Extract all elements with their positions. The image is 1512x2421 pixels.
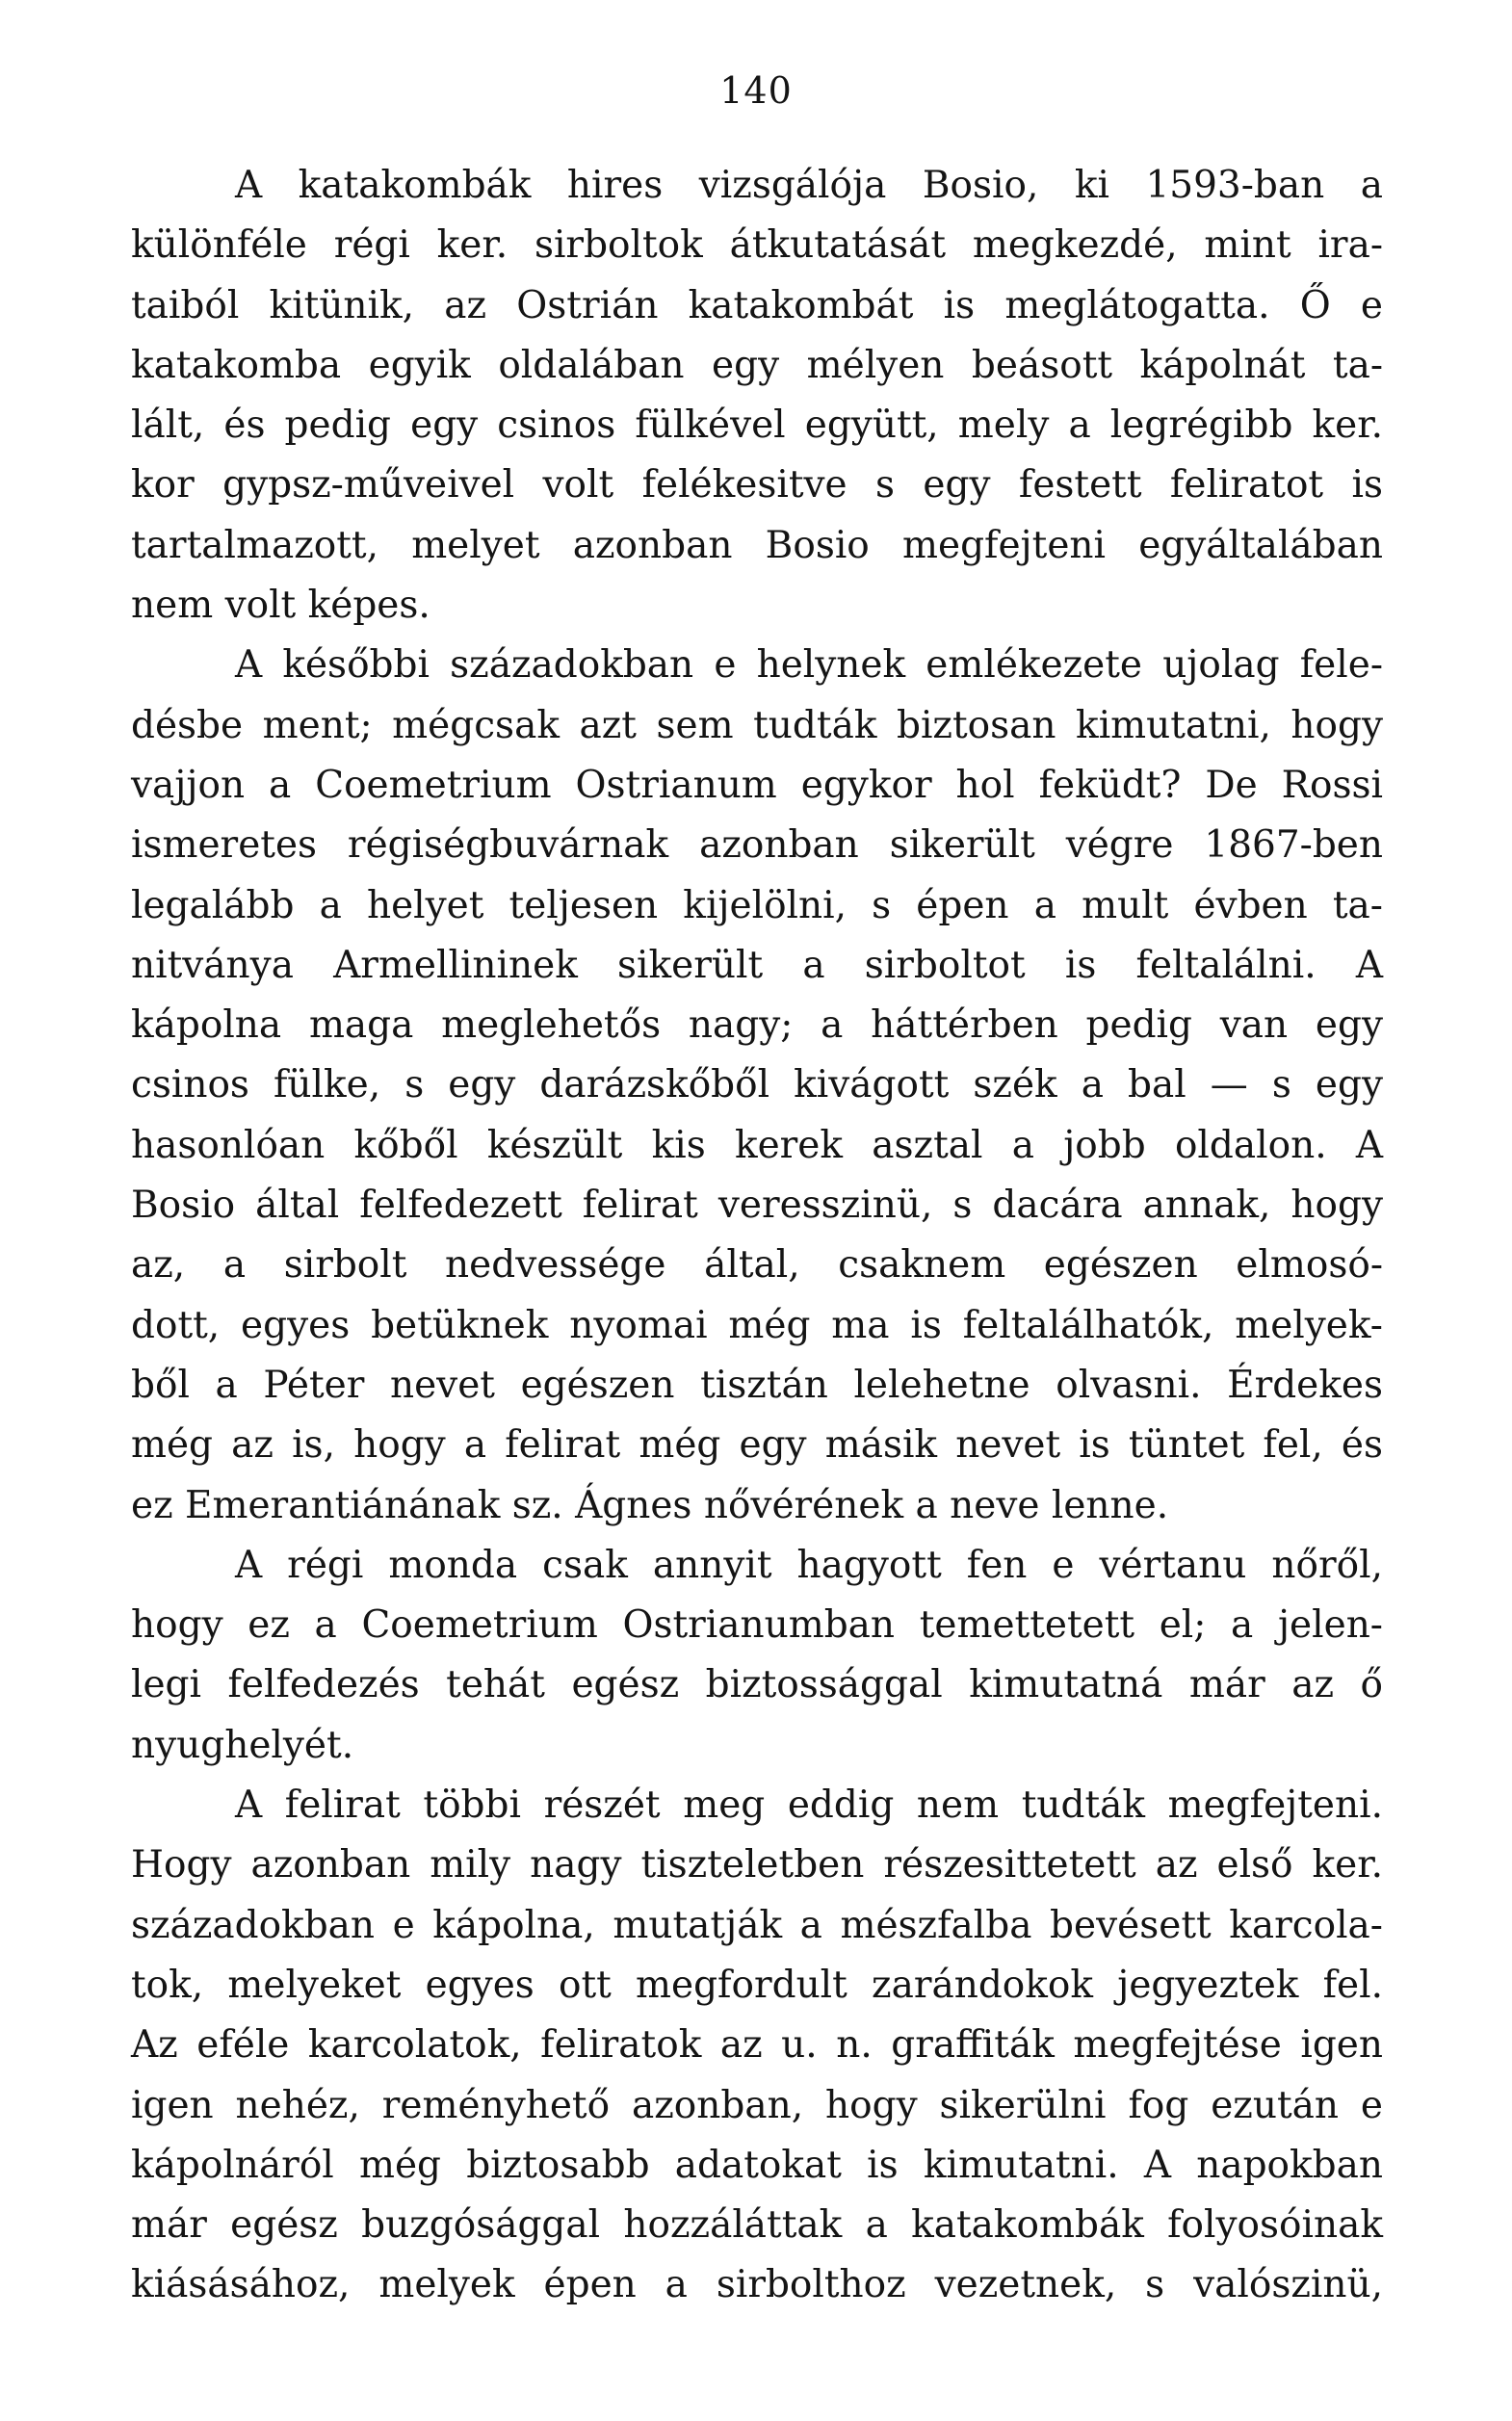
text-line: ből a Péter nevet egészen tisztán lelehetne olvasni. Érdekes — [131, 1363, 1383, 1407]
text-line: kiásásához, melyek épen a sirbolthoz vezetnek, s valószinü, — [131, 2263, 1383, 2307]
text-line: ez Emerantiánának sz. Ágnes nővérének a neve lenne. — [131, 1483, 1169, 1527]
text-line: A későbbi századokban e helynek emlékezete ujolag fele- — [235, 643, 1383, 688]
text-line: hasonlóan kőből készült kis kerek asztal a jobb oldalon. A — [131, 1123, 1383, 1167]
text-line: még az is, hogy a felirat még egy másik nevet is tüntet fel, és — [131, 1423, 1383, 1468]
text-line: tok, melyeket egyes ott megfordult zarándokok jegyeztek fel. — [131, 1963, 1383, 2007]
text-line: csinos fülke, s egy darázskőből kivágott szék a bal — s egy — [131, 1063, 1383, 1107]
text-line: legalább a helyet teljesen kijelölni, s épen a mult évben ta- — [131, 883, 1383, 927]
text-line: taiból kitünik, az Ostrián katakombát is meglátogatta. Ő e — [131, 283, 1383, 327]
text-line: Bosio által felfedezett felirat veresszinü, s dacára annak, hogy — [131, 1184, 1383, 1228]
text-line: legi felfedezés tehát egész biztossággal kimutatná már az ő — [131, 1663, 1383, 1707]
text-line: kor gypsz-műveivel volt felékesitve s egy festett feliratot is — [131, 463, 1383, 508]
text-line: dott, egyes betüknek nyomai még ma is feltalálhatók, melyek- — [131, 1303, 1383, 1347]
text-line: igen nehéz, reményhető azonban, hogy sikerülni fog ezután e — [131, 2083, 1383, 2127]
text-line: A katakombák hires vizsgálója Bosio, ki 1593-ban a — [235, 164, 1383, 207]
text-line: különféle régi ker. sirboltok átkutatását megkezdé, mint ira- — [131, 223, 1383, 268]
text-line: A régi monda csak annyit hagyott fen e vértanu nőről, — [235, 1543, 1383, 1587]
text-line: lált, és pedig egy csinos fülkével együtt, mely a legrégibb ker. — [131, 404, 1383, 448]
text-line: ismeretes régiségbuvárnak azonban sikerült végre 1867-ben — [131, 823, 1383, 868]
text-line: désbe ment; mégcsak azt sem tudták biztosan kimutatni, hogy — [131, 703, 1383, 747]
text-line: századokban e kápolna, mutatják a mészfalba bevésett karcola- — [131, 1903, 1383, 1947]
text-line: hogy ez a Coemetrium Ostrianumban temettetett el; a jelen- — [131, 1603, 1383, 1648]
text-line: kápolna maga meglehetős nagy; a háttérben pedig van egy — [131, 1003, 1383, 1048]
text-line: tartalmazott, melyet azonban Bosio megfejteni egyáltalában — [131, 523, 1383, 567]
text-line: nyughelyét. — [131, 1723, 354, 1767]
text-line: nitványa Armellininek sikerült a sirboltot is feltalálni. A — [131, 943, 1383, 987]
text-line: Hogy azonban mily nagy tiszteletben részesittetett az első ker. — [131, 1843, 1383, 1887]
page-number: 140 — [719, 69, 793, 112]
text-line: kápolnáról még biztosabb adatokat is kimutatni. A napokban — [131, 2143, 1383, 2187]
text-line: nem volt képes. — [131, 584, 430, 628]
text-line: már egész buzgósággal hozzáláttak a katakombák folyosóinak — [131, 2203, 1383, 2248]
text-line: katakomba egyik oldalában egy mélyen beásott kápolnát ta- — [131, 343, 1383, 387]
text-line: vajjon a Coemetrium Ostrianum egykor hol feküdt? De Rossi — [131, 763, 1383, 807]
text-line: A felirat többi részét meg eddig nem tudták megfejteni. — [235, 1783, 1383, 1828]
text-line: Az eféle karcolatok, feliratok az u. n. graffiták megfejtése igen — [131, 2023, 1383, 2068]
text-line: az, a sirbolt nedvessége által, csaknem egészen elmosó- — [131, 1243, 1383, 1288]
body-text — [131, 156, 1383, 2316]
